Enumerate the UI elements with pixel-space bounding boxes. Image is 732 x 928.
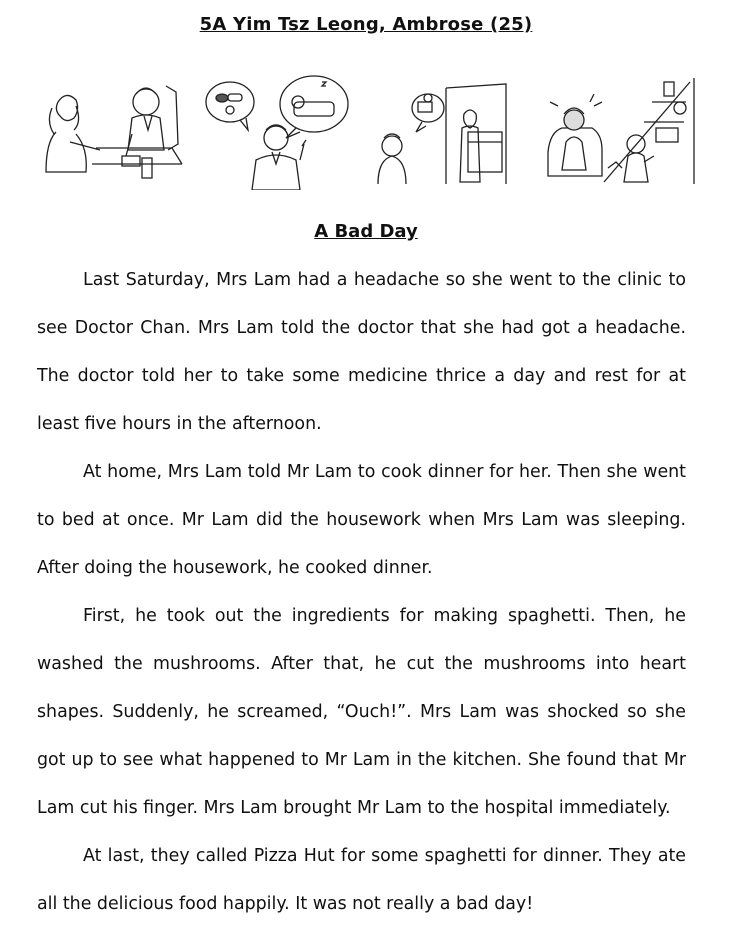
story-paragraph: Last Saturday, Mrs Lam had a headache so she went to the clinic to see Doctor Chan. Mrs Lam told the doctor that she had got a headache. The doctor told her to take some medicine thrice a day and rest for at least five hours in the afternoon. [37, 270, 686, 434]
picture-strip [36, 72, 698, 190]
kitchen-accident-illustration [544, 72, 698, 190]
story-paragraph: First, he took out the ingredients for making spaghetti. Then, he washed the mushrooms. After that, he cut the mushrooms into heart shapes. Suddenly, he screamed, “Ouch!”. Mrs Lam was shocked so she got up to see what happened to Mr Lam in the kitchen. She found that Mr Lam cut his finger. Mrs Lam brought Mr Lam to the hospital immediately. [37, 606, 686, 818]
story-body [37, 256, 686, 928]
story-paragraph: At home, Mrs Lam told Mr Lam to cook dinner for her. Then she went to bed at once. Mr Lam did the housework when Mrs Lam was sleeping. After doing the housework, he cooked dinner. [37, 462, 686, 578]
story-paragraph: At last, they called Pizza Hut for some spaghetti for dinner. They ate all the delicious food happily. It was not really a bad day! [37, 846, 686, 914]
doctor-visit-illustration [36, 72, 186, 190]
medicine-and-rest-illustration [204, 72, 352, 190]
story-title: A Bad Day [314, 221, 418, 242]
husband-at-home-illustration [370, 72, 514, 190]
student-name-header: 5A Yim Tsz Leong, Ambrose (25) [199, 14, 533, 35]
